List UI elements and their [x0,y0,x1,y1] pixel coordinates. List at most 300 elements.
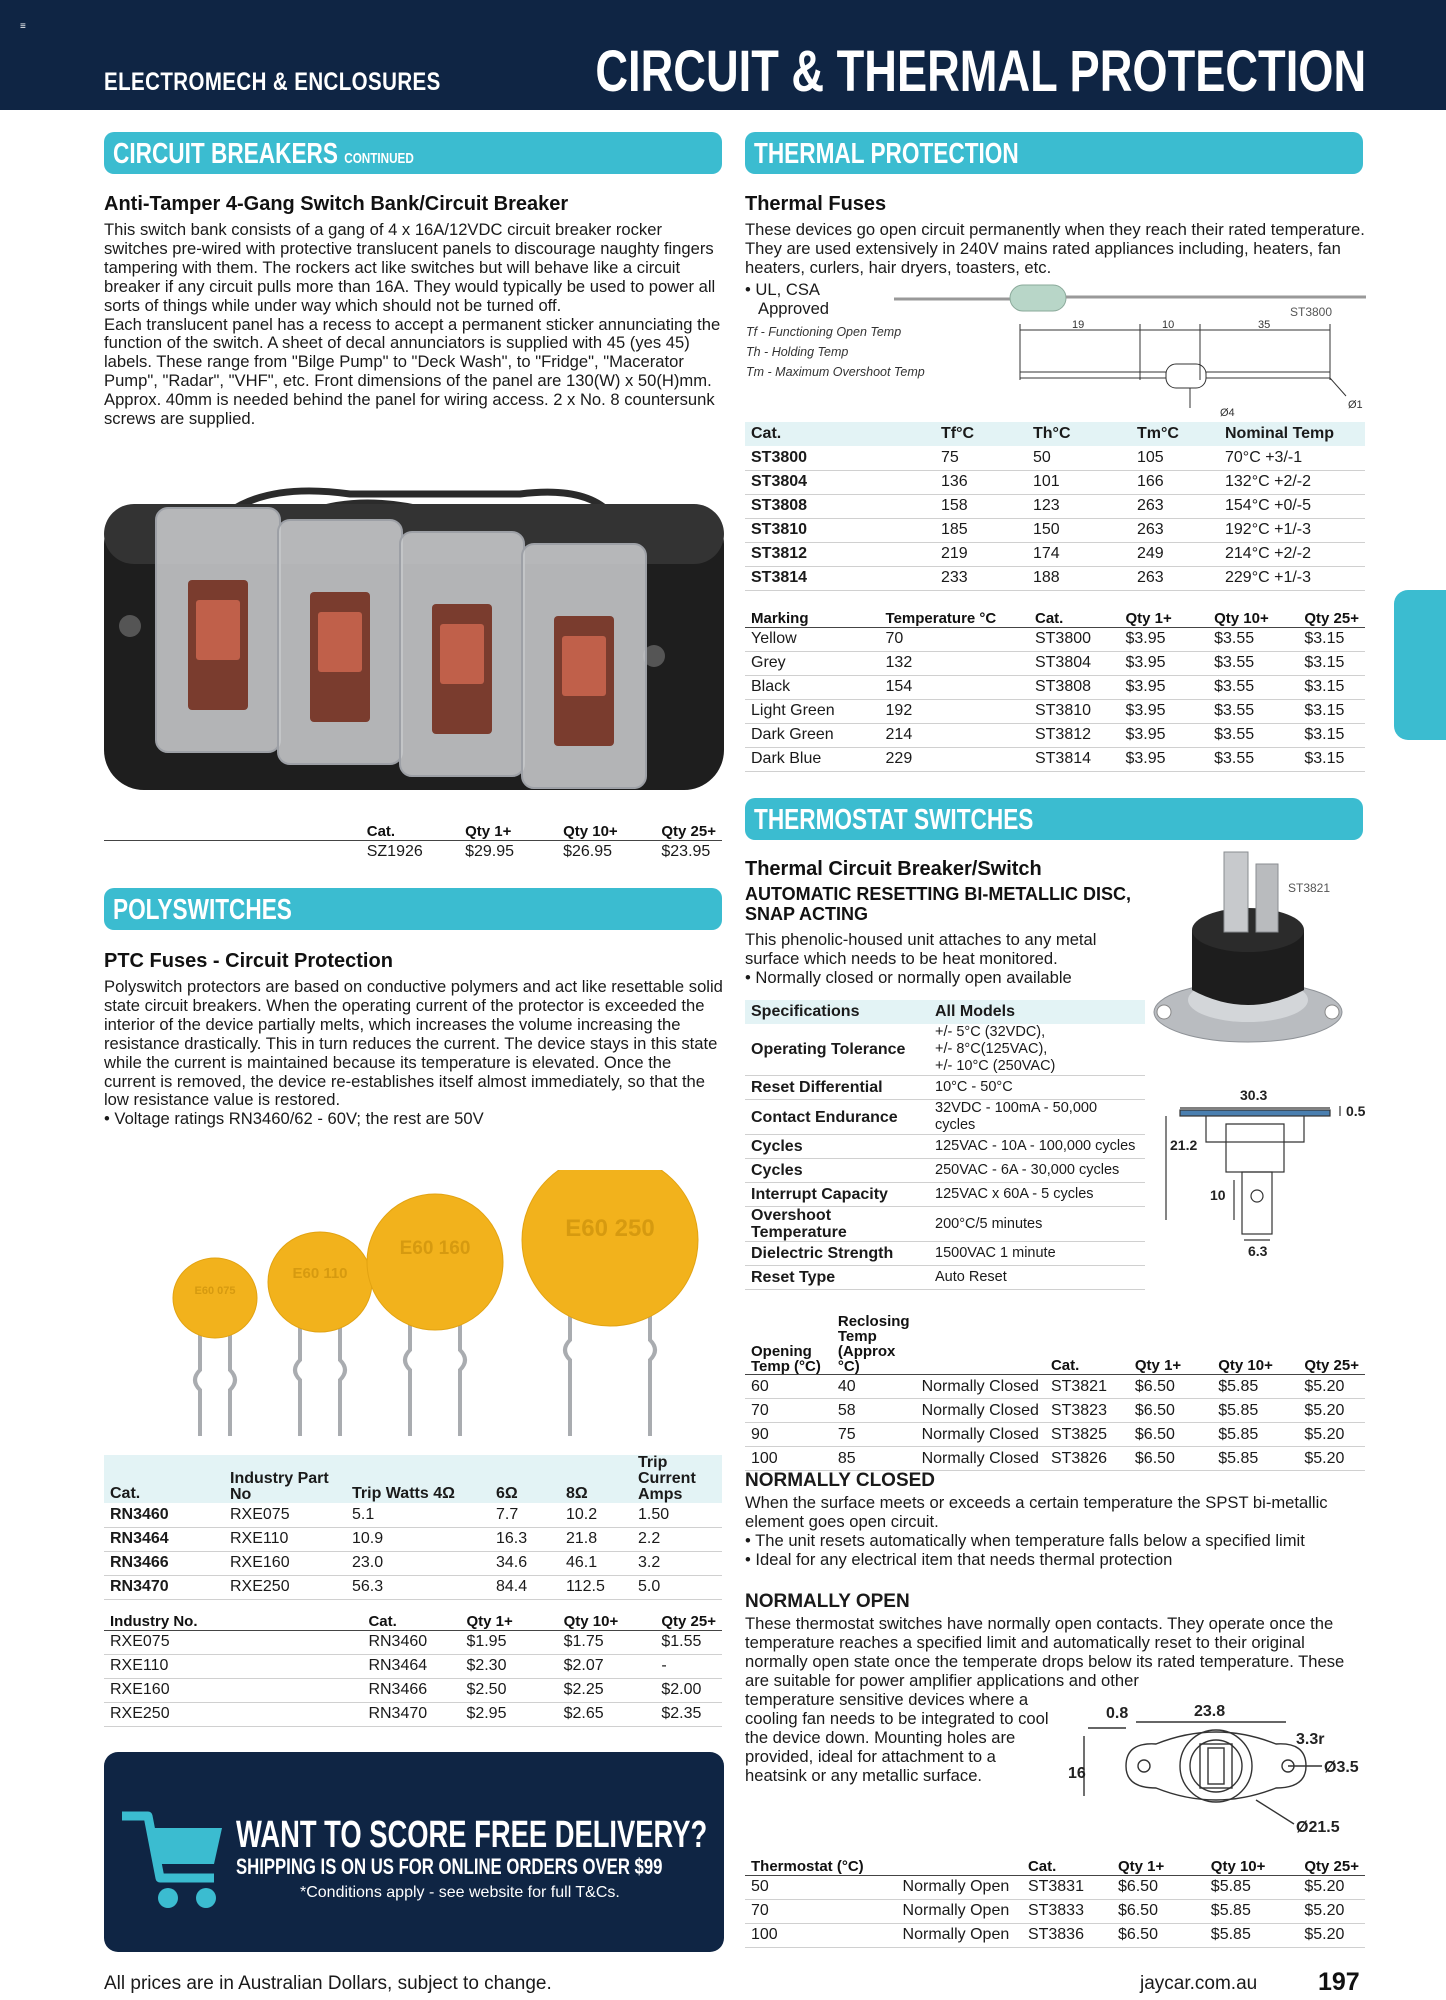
table-cell: $3.15 [1298,627,1365,651]
col-cat: Cat. [1045,1314,1129,1375]
table-row [104,1527,722,1551]
table-cell: $3.95 [1120,627,1209,651]
col-qty10: Qty 10+ [1212,1314,1298,1375]
table-cell: 112.5 [560,1575,632,1599]
col-tf: Tf°C [941,425,975,442]
table-cell: $5.85 [1212,1447,1298,1471]
table-cell: 32VDC - 100mA - 50,000 cycles [929,1100,1145,1135]
col-reclosing-temp: Reclosing Temp (Approx °C) [832,1314,916,1375]
col-specifications: Specifications [751,1003,860,1020]
table-row [745,1375,1365,1399]
switch-bank-description [104,221,722,429]
table-cell: $5.20 [1298,1875,1365,1899]
switch-bank-title: Anti-Tamper 4-Gang Switch Bank/Circuit Breaker [104,193,569,215]
thermal-breaker-subtitle [745,884,1131,924]
table-cell: $3.15 [1298,651,1365,675]
col-qty10: Qty 10+ [1208,603,1298,627]
row-label-cell: ST3800 [745,446,935,470]
table-cell: 200°C/5 minutes [929,1207,1145,1242]
thermal-fuses-title: Thermal Fuses [745,193,887,215]
table-cell: $3.55 [1208,675,1298,699]
table-row [745,1923,1365,1947]
fuse-label: E60 075 [194,1285,236,1297]
col-cat: Cat. [1029,603,1120,627]
table-cell: $2.35 [655,1702,722,1726]
ul-csa-bullet [745,281,829,319]
polyswitches-heading [104,888,722,930]
table-cell: Auto Reset [929,1266,1145,1290]
normally-open-description-cont: temperature sensitive devices where a cooling fan needs to be integrated to cool the device down. Mounting holes are provided, ideal for attachment to a heatsink or any metallic surface. [745,1690,1049,1785]
table-row [745,675,1365,699]
table-cell: ST3814 [1029,747,1120,771]
table-cell: RXE160 [224,1551,346,1575]
row-label-cell: RN3470 [104,1575,224,1599]
table-cell: 10.2 [560,1503,632,1527]
row-label-cell: Reset Type [745,1266,929,1290]
table-cell: 70 [880,627,1029,651]
dim-label: Ø3.5 [1324,1759,1359,1776]
table-cell: RN3470 [362,1702,460,1726]
col-industry-part: Industry Part No [230,1470,329,1503]
table-cell: 10°C - 50°C [929,1076,1145,1100]
table-cell: ST3800 [1029,627,1120,651]
table-row [745,723,1365,747]
table-cell: 5.0 [632,1575,722,1599]
table-row [745,1266,1145,1290]
col-qty1: Qty 1+ [1120,603,1209,627]
normally-closed-price-table [745,1314,1365,1471]
table-cell: ST3804 [1029,651,1120,675]
table-cell: $5.20 [1298,1447,1365,1471]
table-row [745,1242,1145,1266]
row-label-cell: Grey [745,651,880,675]
table-row [745,627,1365,651]
table-row [745,1024,1145,1076]
col-qty1: Qty 1+ [1129,1314,1212,1375]
table-cell: $5.20 [1298,1423,1365,1447]
table-cell: 2.2 [632,1527,722,1551]
table-cell: ST3808 [1029,675,1120,699]
fuse-label: E60 160 [399,1238,471,1259]
table-cell: ST3823 [1045,1399,1129,1423]
table-cell: 7.7 [490,1503,560,1527]
row-label-cell: 70 [745,1399,832,1423]
table-cell: $2.25 [558,1678,656,1702]
table-row [104,1630,722,1654]
table-cell: 263 [1131,494,1219,518]
section-title: ELECTROMECH & ENCLOSURES [104,68,441,96]
table-cell: $3.55 [1208,699,1298,723]
table-cell: $2.50 [460,1678,557,1702]
dim-label: 10 [1210,1187,1226,1203]
normally-open-description: These thermostat switches have normally open contacts. They operate once the temperature reaches a specified limit and automatically reset to their original normally open state once the temperate drops below its rated temperature. These are suitable for power amplifier applications and other [745,1614,1345,1690]
ptc-fuses-image [160,1170,720,1440]
table-row [104,1575,722,1599]
col-qty10: Qty 10+ [558,1606,656,1630]
row-label-cell: ST3812 [745,542,935,566]
table-cell: Normally Open [897,1923,1022,1947]
thermostat-switches-heading [745,798,1363,840]
thermostat-dimension-drawing-no [1066,1692,1366,1842]
row-label-cell: ST3814 [745,566,935,590]
legend-th: Th - Holding Temp [746,345,849,359]
thermal-fuse-price-table [745,603,1365,772]
table-cell: Normally Open [897,1875,1022,1899]
table-cell: RXE075 [224,1503,346,1527]
promo-headline: WANT TO SCORE FREE DELIVERY? [236,1814,708,1856]
table-cell: 50 [1027,446,1131,470]
table-row [745,566,1365,590]
table-cell: 125VAC x 60A - 5 cycles [929,1183,1145,1207]
table-cell: $3.15 [1298,675,1365,699]
promo-conditions: *Conditions apply - see website for full T&Cs. [300,1884,620,1901]
cat-cell: SZ1926 [366,843,423,861]
ul-csa-line: • UL, CSA [745,280,820,299]
side-tab[interactable] [1394,590,1446,740]
row-label-cell: Dark Blue [745,747,880,771]
polyswitches-heading-text: POLYSWITCHES [113,894,292,926]
table-cell: ST3826 [1045,1447,1129,1471]
table-cell: 105 [1131,446,1219,470]
col-qty25: Qty 25+ [655,1606,722,1630]
table-row [745,747,1365,771]
table-cell: 34.6 [490,1551,560,1575]
footer-url[interactable]: jaycar.com.au [1140,1973,1258,1994]
row-label-cell: Light Green [745,699,880,723]
table-cell: ST3821 [1045,1375,1129,1399]
table-cell: $3.55 [1208,723,1298,747]
dim-label: 0.5 [1346,1103,1366,1119]
page-header [0,0,1446,110]
table-row [745,1423,1365,1447]
table-row [745,1399,1365,1423]
row-label-cell: ST3804 [745,470,935,494]
table-cell: $5.85 [1212,1375,1298,1399]
thermostat-dimension-drawing-nc [1150,1080,1370,1260]
page-title: CIRCUIT & THERMAL PROTECTION [595,39,1366,104]
table-row [104,1654,722,1678]
table-cell: 263 [1131,518,1219,542]
table-cell: 229 [880,747,1029,771]
thermal-fuses-description: These devices go open circuit permanently when they reach their rated temperature. They are used extensively in 240V mains rated appliances including, heaters, fan heaters, curlers, hair dryers, toasters, etc. [745,220,1365,277]
table-row [745,1183,1145,1207]
table-cell: Normally Closed [916,1423,1045,1447]
table-cell: $3.55 [1208,747,1298,771]
table-cell: $3.55 [1208,627,1298,651]
thermal-fuse-diagram [890,280,1370,420]
thermostat-switch-image [1148,840,1368,1050]
row-label-cell: 50 [745,1875,897,1899]
footer-note: All prices are in Australian Dollars, subject to change. [104,1973,552,1994]
table-cell: 75 [832,1423,916,1447]
circuit-breakers-heading [104,132,722,174]
row-label-cell: RN3466 [104,1551,224,1575]
free-delivery-banner[interactable] [104,1752,724,1952]
table-cell: 192 [880,699,1029,723]
table-row [745,1447,1365,1471]
row-label-cell: Black [745,675,880,699]
row-label-cell: Dark Green [745,723,880,747]
table-cell: 214°C +2/-2 [1219,542,1365,566]
nc-bullet: • Ideal for any electrical item that needs thermal protection [745,1549,1173,1569]
col-cat: Cat. [361,818,459,840]
ptc-price-table [104,1606,722,1727]
diagram-label: ST3800 [1290,305,1333,319]
col-tm: Tm°C [1137,425,1179,442]
dim-label: Ø21.5 [1296,1819,1340,1836]
circuit-breakers-heading-text: CIRCUIT BREAKERS [113,138,338,170]
col-qty25: Qty 25+ [655,818,722,840]
table-row [745,1207,1145,1242]
table-cell: Normally Open [897,1899,1022,1923]
col-thermostat: Thermostat (°C) [745,1853,897,1875]
table-cell: ST3810 [1029,699,1120,723]
table-cell: 21.8 [560,1527,632,1551]
table-cell: 16.3 [490,1527,560,1551]
switch-bank-para2: Each translucent panel has a recess to accept a permanent sticker annunciating the function of the switch. A sheet of decal annunciators is supplied with 45 (yes 45) labels. These range from "Bilge Pump" to "Deck Wash", to "Fridge", "Macerator Pump", "Radar", "VHF", etc. Front dimensions of the panel are 130(W) x 50(H)mm. Approx. 40mm is needed behind the panel for wiring access. 2 x No. 8 countersunk screws are supplied. [104,314,721,429]
table-row [745,1875,1365,1899]
dim-label: 19 [1072,319,1085,331]
col-all-models: All Models [935,1003,1016,1020]
table-cell: 125VAC - 10A - 100,000 cycles [929,1135,1145,1159]
table-cell: $2.65 [558,1702,656,1726]
hamburger-icon[interactable]: ≡ [20,21,26,32]
table-cell: $3.95 [1120,651,1209,675]
table-cell: 56.3 [346,1575,490,1599]
table-cell: RN3466 [362,1678,460,1702]
table-cell: Normally Closed [916,1447,1045,1471]
table-cell: 174 [1027,542,1131,566]
table-cell: $6.50 [1112,1899,1205,1923]
table-row [104,840,722,864]
table-cell: +/- 5°C (32VDC), +/- 8°C(125VAC), +/- 10°C (250VAC) [929,1024,1145,1076]
row-label-cell: Contact Endurance [745,1100,929,1135]
dim-label: 6.3 [1248,1243,1268,1259]
table-row [745,1899,1365,1923]
table-cell: 10.9 [346,1527,490,1551]
price-cell: $26.95 [563,843,612,861]
table-cell: 123 [1027,494,1131,518]
table-cell: $6.50 [1112,1875,1205,1899]
dim-label: 21.2 [1170,1137,1198,1153]
col-qty25: Qty 25+ [1298,1314,1365,1375]
table-cell: 1.50 [632,1503,722,1527]
ptc-spec-table [104,1455,722,1600]
ptc-fuses-description [104,978,724,1129]
table-cell: 101 [1027,470,1131,494]
row-label-cell: 70 [745,1899,897,1923]
table-cell: 154°C +0/-5 [1219,494,1365,518]
table-cell: 75 [935,446,1027,470]
col-cat: Cat. [751,425,782,442]
table-cell: $1.75 [558,1630,656,1654]
dim-label: Ø1 [1348,399,1363,411]
table-cell: Normally Closed [916,1399,1045,1423]
table-cell: $5.85 [1212,1399,1298,1423]
table-cell: 150 [1027,518,1131,542]
approved-line: Approved [758,298,830,318]
table-row [104,1678,722,1702]
table-row [745,1100,1145,1135]
table-cell: 192°C +1/-3 [1219,518,1365,542]
table-cell: $5.85 [1212,1423,1298,1447]
table-cell: 132°C +2/-2 [1219,470,1365,494]
table-cell: $6.50 [1112,1923,1205,1947]
dim-label: 3.3r [1296,1731,1325,1748]
image-label: ST3821 [1288,881,1331,895]
thermostat-bullet: • Normally closed or normally open available [745,967,1072,987]
col-cat: Cat. [362,1606,460,1630]
fuse-label: E60 110 [292,1265,348,1282]
table-cell: 154 [880,675,1029,699]
nc-para: When the surface meets or exceeds a certain temperature the SPST bi-metallic element goes open circuit. [745,1493,1328,1531]
table-cell: 185 [935,518,1027,542]
table-cell: 40 [832,1375,916,1399]
row-label-cell: RXE250 [104,1702,362,1726]
table-cell: 70°C +3/-1 [1219,446,1365,470]
table-cell: RN3460 [362,1630,460,1654]
table-cell: 250VAC - 6A - 30,000 cycles [929,1159,1145,1183]
col-6ohm: 6Ω [496,1485,518,1502]
table-cell: 188 [1027,566,1131,590]
row-label-cell: RXE110 [104,1654,362,1678]
table-row [745,1135,1145,1159]
col-marking: Marking [745,603,880,627]
fuse-label: E60 250 [565,1215,655,1242]
table-cell: 46.1 [560,1551,632,1575]
dim-label: 10 [1162,319,1175,331]
table-cell: $2.07 [558,1654,656,1678]
table-cell: $1.95 [460,1630,557,1654]
table-cell: 1500VAC 1 minute [929,1242,1145,1266]
table-cell: $1.55 [655,1630,722,1654]
table-cell: RN3464 [362,1654,460,1678]
ptc-bullet: • Voltage ratings RN3460/62 - 60V; the rest are 50V [104,1109,484,1129]
table-cell: $3.15 [1298,747,1365,771]
table-row [745,699,1365,723]
row-label-cell: RN3464 [104,1527,224,1551]
col-temperature: Temperature °C [880,603,1029,627]
thermal-protection-heading-text: THERMAL PROTECTION [754,138,1019,170]
col-qty25: Qty 25+ [1298,603,1365,627]
table-cell: 5.1 [346,1503,490,1527]
table-row [745,1159,1145,1183]
table-cell: $3.95 [1120,699,1209,723]
shopping-cart-icon [118,1808,228,1918]
col-qty1: Qty 1+ [459,818,557,840]
table-cell: Normally Closed [916,1375,1045,1399]
table-row [104,1503,722,1527]
col-opening-temp: Opening Temp (°C) [745,1314,832,1375]
promo-subline: SHIPPING IS ON US FOR ONLINE ORDERS OVER $99 [236,1854,663,1879]
legend-tm: Tm - Maximum Overshoot Temp [746,365,925,379]
table-cell: 158 [935,494,1027,518]
table-cell: ST3812 [1029,723,1120,747]
table-cell: $3.15 [1298,723,1365,747]
normally-closed-heading: NORMALLY CLOSED [745,1470,936,1491]
dim-label: Ø4 [1220,407,1235,419]
col-qty10: Qty 10+ [557,818,655,840]
table-cell: RXE110 [224,1527,346,1551]
table-cell: 249 [1131,542,1219,566]
table-cell: 3.2 [632,1551,722,1575]
table-cell: ST3825 [1045,1423,1129,1447]
thermal-protection-heading [745,132,1363,174]
table-cell: $2.95 [460,1702,557,1726]
row-label-cell: Overshoot Temperature [745,1207,929,1242]
dim-label: 30.3 [1240,1087,1268,1103]
table-cell: - [655,1654,722,1678]
table-cell: 166 [1131,470,1219,494]
table-cell: $5.20 [1298,1899,1365,1923]
table-cell: 23.0 [346,1551,490,1575]
table-cell: $6.50 [1129,1447,1212,1471]
col-trip-watts: Trip Watts 4Ω [352,1485,455,1502]
subtitle-line1: AUTOMATIC RESETTING BI-METALLIC DISC, [745,884,1131,904]
row-label-cell: Operating Tolerance [745,1024,929,1076]
dim-label: 16 [1068,1765,1086,1782]
table-cell: 136 [935,470,1027,494]
row-label-cell: ST3808 [745,494,935,518]
table-cell: 58 [832,1399,916,1423]
switch-bank-para1: This switch bank consists of a gang of 4 x 16A/12VDC circuit breaker rocker switches pre-wired with protective translucent panels to discourage naughty fingers tampering with them. The rockers act like switches but will behave like a circuit breaker if any circuit pulls more than 16A. They would typically be used to power all sorts of things while under way which should not be turned off. [104,220,716,315]
col-nominal: Nominal Temp [1225,425,1335,442]
table-cell: $2.00 [655,1678,722,1702]
switch-bank-price-table [104,818,722,864]
thermal-breaker-title: Thermal Circuit Breaker/Switch [745,858,1042,880]
table-cell: $5.85 [1205,1923,1299,1947]
table-cell: 132 [880,651,1029,675]
col-type [897,1853,1022,1875]
ptc-fuses-title: PTC Fuses - Circuit Protection [104,950,393,972]
thermostat-spec-table [745,1000,1145,1290]
table-cell: 214 [880,723,1029,747]
col-cat: Cat. [1022,1853,1112,1875]
ptc-para: Polyswitch protectors are based on conductive polymers and act like resettable solid state circuit breakers. When the operating current of the protector is exceeded the interior of the device partially melts, which increases the volume increasing the resistance drastically. This in turn reduces the current. The device stays in this state while the current is maintained because its temperature is elevated. Once the current is removed, the device re-establishes itself almost immediately, so that the low resistance value is restored. [104,977,723,1110]
price-cell: $23.95 [661,843,711,861]
row-label-cell: RXE160 [104,1678,362,1702]
thermostat-para: This phenolic-housed unit attaches to any metal surface which needs to be heat monitored. [745,930,1097,968]
table-cell: 229°C +1/-3 [1219,566,1365,590]
table-row [745,1076,1145,1100]
price-cell: $29.95 [465,843,515,861]
table-cell: $5.85 [1205,1875,1299,1899]
col-type [916,1314,1045,1375]
row-label-cell: 100 [745,1447,832,1471]
thermal-breaker-description [745,931,1145,988]
table-row [104,1551,722,1575]
col-cat: Cat. [110,1485,141,1502]
row-label-cell: 60 [745,1375,832,1399]
row-label-cell: Interrupt Capacity [745,1183,929,1207]
switch-bank-image [100,480,730,800]
table-cell: $5.20 [1298,1399,1365,1423]
table-cell: ST3836 [1022,1923,1112,1947]
normally-closed-description [745,1494,1370,1570]
table-row [745,470,1365,494]
col-industry-no: Industry No. [104,1606,362,1630]
col-qty1: Qty 1+ [460,1606,557,1630]
table-row [745,542,1365,566]
row-label-cell: Dielectric Strength [745,1242,929,1266]
table-cell: $2.30 [460,1654,557,1678]
table-cell: 233 [935,566,1027,590]
table-cell: ST3831 [1022,1875,1112,1899]
table-row [745,518,1365,542]
row-label-cell: Cycles [745,1159,929,1183]
row-label-cell: Reset Differential [745,1076,929,1100]
row-label-cell: 90 [745,1423,832,1447]
